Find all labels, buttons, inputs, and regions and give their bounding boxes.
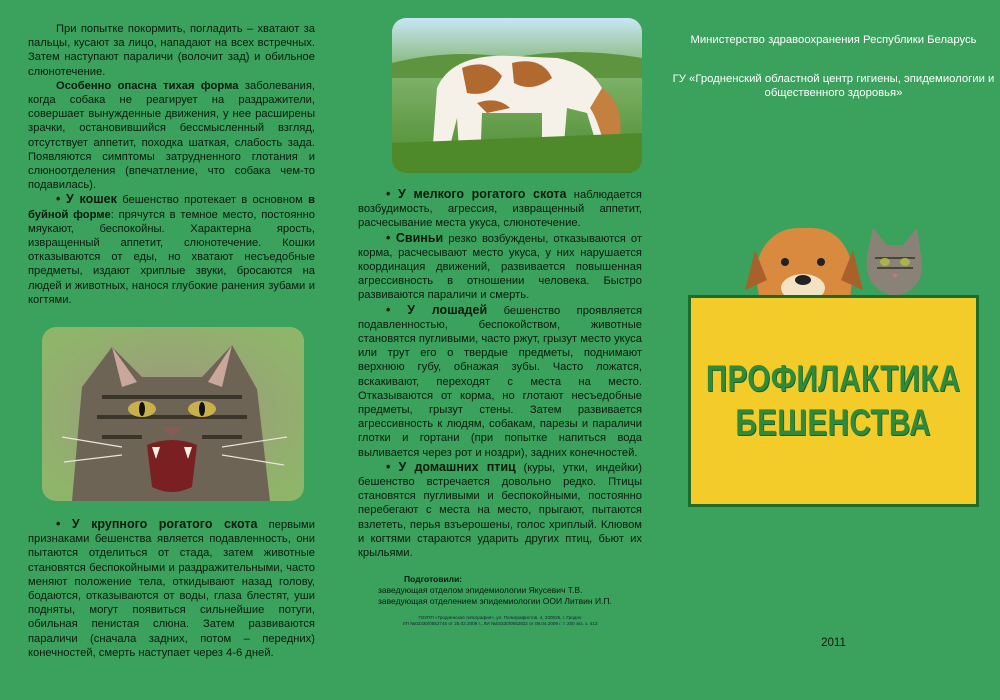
title-line-1: ПРОФИЛАКТИКА	[706, 358, 961, 399]
quiet-form-paragraph	[28, 79, 315, 193]
pigs-paragraph	[358, 231, 642, 303]
left-column	[0, 0, 333, 700]
cats-text: : прячутся в темное место, постоянно мяукают, беспокойны. Характерна ярость, извращенный аппетит, слюнотечение. Кошки отказываются от еды, но хватают несъедобные предметы, издают хриплые звуки, бросаются на людей и животных, нанося глубокие ранения зубами и когтями.	[28, 208, 315, 306]
angry-cat-photo	[42, 327, 304, 501]
birds-text: (куры, утки, индейки) бешенство встречается довольно редко. Птицы становятся пугливыми и беспокойными, постоянно перебегают с места на место, прыгают, пытаются взлететь, перья взъерошены, голос хриплый. Клювом и когтями стараются ударить других птиц, бьют их крыльями.	[358, 461, 642, 560]
cattle-text: первыми признаками бешенства является подавленность, они пытаются отделиться от стада, затем животные становятся беспокойными и раздражительными, часто меняют положение тела, откидывают назад голову, бодаются, отказываются от воды, глаза блестят, уши подняты, могут появиться сильнейшие потуги, обильная пенистая слюна. Затем развиваются параличи (сначала задних, потом – передних) конечностей, смерть наступает через 4-6 дней.	[28, 519, 315, 659]
dog-symptoms-text: При попытке покормить, погладить – хватают за пальцы, кусают за лицо, нападают на всех встречных. Затем наступают параличи (волочит зад) и обильное слюнотечение.	[28, 23, 315, 78]
pigs-text: резко возбуждены, отказываются от корма, расчесывают место укуса, у них нарушается координация движений, развивается повышенная агрессивность в отношении человека. Быстро развиваются параличи и смерть.	[358, 232, 642, 302]
credits	[358, 574, 642, 607]
ministry-name: Министерство здравоохранения Республики Беларусь	[690, 34, 977, 46]
cattle-heading: • У крупного рогатого скота	[56, 517, 258, 532]
credits-title: Подготовили:	[404, 574, 463, 585]
grazing-cow-photo	[392, 18, 642, 173]
cats-paragraph	[28, 192, 315, 307]
cattle-paragraph	[28, 517, 315, 660]
quiet-form-heading: Особенно опасна тихая форма	[56, 79, 239, 92]
horses-heading: • У лошадей	[386, 302, 488, 317]
print-info	[358, 615, 642, 627]
small-cattle-heading: • У мелкого рогатого скота	[386, 187, 567, 201]
credit-line-1: заведующая отделом эпидемиологии Якусевич Т.В.	[378, 585, 583, 596]
middle-column	[340, 0, 660, 700]
print-info-line-1: ГОУПП «Гродненская типография», ул. Полиграфистов, 4, 230025, г. Гродно	[418, 615, 582, 621]
small-cattle-text: наблюдается возбудимость, агрессия, извращенный аппетит, расчесывание места укуса, слюнотечение.	[358, 189, 642, 230]
title-sign	[688, 295, 979, 507]
quiet-form-text: заболевания, когда собака не реагирует на раздражители, совершает вынужденные движения, у нее расширены зрачки, остановившийся бессмысленный взгляд, отсутствует аппетит, походка шаткая, слабость зада. Появляются симптомы затрудненного глотания и слюноотделения (впечатление, что собака чем-то подавилась).	[28, 79, 315, 192]
publication-year: 2011	[821, 637, 846, 649]
cats-violent-form: в буйной форме	[28, 194, 315, 221]
title-line-2: БЕШЕНСТВА	[735, 402, 932, 443]
print-info-line-2: ЛП №02330/0552745 от 25.02.2009 г., ЛИ №02330/0552822 от 08.04.2009 г. т. 200 экз. з. 413	[402, 621, 598, 627]
credit-line-2: заведующая отделением эпидемиологии ООИ Литвин И.П.	[378, 596, 612, 607]
cats-text-intro: бешенство протекает в основном	[116, 194, 309, 207]
right-column	[667, 0, 1000, 700]
organization-name: ГУ «Гродненский областной центр гигиены, эпидемиологии и общественного здоровья»	[672, 73, 995, 99]
pigs-heading: • Свиньи	[386, 230, 444, 245]
birds-paragraph	[358, 460, 642, 560]
horses-text: бешенство проявляется подавленностью, беспокойством, животные становятся пугливыми, часто ржут, грызут место укуса или трут его о твердые предметы, поднимают верхнюю губу, обнажая зубы. Часто ложатся, вскакивают, переходят с места на место. Отказываются от корма, но глотают несъедобные предметы, грызут стены. Затем развивается агрессивность к людям, собакам, парезы и параличи глотки и гортани (при попытке напиться вода выливается через рот и ноздри), задних конечностей.	[358, 304, 643, 459]
horses-paragraph	[358, 303, 642, 460]
cats-heading: • У кошек	[56, 192, 117, 207]
birds-heading: • У домашних птиц	[386, 459, 516, 474]
small-cattle-paragraph	[358, 187, 642, 231]
